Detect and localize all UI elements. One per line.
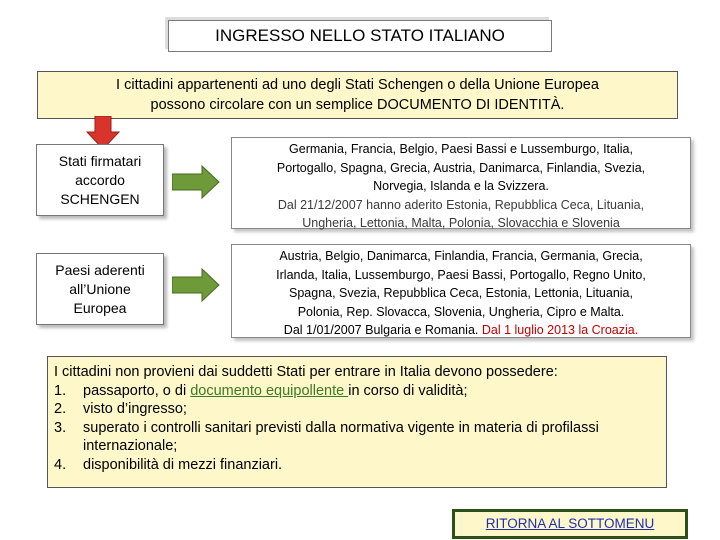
- schengen-countries-line-4: Dal 21/12/2007 hanno aderito Estonia, Repubblica Ceca, Lituania,: [277, 197, 645, 212]
- schengen-countries-line-3: Norvegia, Islanda e la Svizzera.: [373, 179, 549, 193]
- requirement-text: disponibilità di mezzi finanziari.: [83, 456, 283, 473]
- eu-countries-2013-note: Dal 1 luglio 2013 la Croazia.: [481, 323, 639, 337]
- schengen-countries-line-5: Ungheria, Lettonia, Malta, Polonia, Slovacchia e Slovenia: [302, 216, 620, 230]
- eu-box-line-3: Europea: [73, 299, 127, 316]
- eu-box-line-1: Paesi aderenti: [55, 261, 145, 278]
- eu-countries-2007-note: Dal 1/01/2007 Bulgaria e Romania.: [283, 323, 479, 337]
- schengen-countries-line-2: Portogallo, Spagna, Grecia, Austria, Danimarca, Finlandia, Svezia,: [276, 160, 646, 175]
- schengen-box-line-2: accordo: [75, 171, 125, 188]
- schengen-box-line-3: SCHENGEN: [60, 190, 140, 207]
- page-title: INGRESSO NELLO STATO ITALIANO: [168, 20, 552, 52]
- eu-countries-list: [231, 244, 691, 338]
- requirements-list: [54, 382, 660, 475]
- schengen-states-box: [36, 144, 164, 216]
- requirement-number: 1.: [54, 382, 67, 399]
- requirements-intro: I cittadini non provieni dai suddetti Stati per entrare in Italia devono possedere:: [54, 364, 558, 380]
- eu-countries-line-4: Polonia, Rep. Slovacca, Slovenia, Ungheria, Cipro e Malta.: [297, 304, 625, 319]
- eu-countries-line-5: [232, 321, 690, 340]
- requirement-item: [54, 419, 660, 456]
- right-arrow-icon: [172, 268, 220, 302]
- intro-line-2: possono circolare con un semplice DOCUMENTO DI IDENTITÀ.: [150, 97, 565, 113]
- requirement-text: visto d’ingresso;: [83, 401, 187, 417]
- requirement-text: superato i controlli sanitari previsti dalla normativa vigente in materia di profilassi internazionale;: [83, 419, 599, 454]
- entry-requirements-box: [47, 356, 667, 488]
- requirement-number: 3.: [54, 419, 67, 436]
- eu-box-line-2: all’Unione: [69, 280, 131, 297]
- schengen-countries-line-1: Germania, Francia, Belgio, Paesi Bassi e Lussemburgo, Italia,: [289, 142, 633, 156]
- schengen-countries-list: [231, 137, 691, 229]
- intro-box: [37, 71, 678, 119]
- requirement-item: [54, 400, 660, 419]
- return-to-submenu-button[interactable]: RITORNA AL SOTTOMENU: [452, 509, 688, 539]
- requirement-number: 2.: [54, 401, 67, 417]
- right-arrow-icon: [172, 165, 220, 199]
- eu-countries-line-2: Irlanda, Italia, Lussemburgo, Paesi Bassi, Portogallo, Regno Unito,: [276, 267, 646, 282]
- eu-members-box: [36, 253, 164, 325]
- intro-line-1: I cittadini appartenenti ad uno degli Stati Schengen o della Unione Europea: [116, 77, 599, 93]
- requirement-item: [54, 382, 660, 401]
- requirement-number: 4.: [54, 456, 67, 473]
- schengen-box-line-1: Stati firmatari: [58, 152, 142, 169]
- equivalent-document-link[interactable]: documento equipollente: [190, 382, 349, 399]
- requirement-text: passaporto, o di: [83, 382, 191, 399]
- requirement-item: [54, 456, 660, 475]
- eu-countries-line-1: Austria, Belgio, Danimarca, Finlandia, Francia, Germania, Grecia,: [279, 249, 643, 263]
- eu-countries-line-3: Spagna, Svezia, Repubblica Ceca, Estonia, Lettonia, Lituania,: [289, 286, 633, 300]
- requirement-text-after: in corso di validità;: [348, 382, 468, 399]
